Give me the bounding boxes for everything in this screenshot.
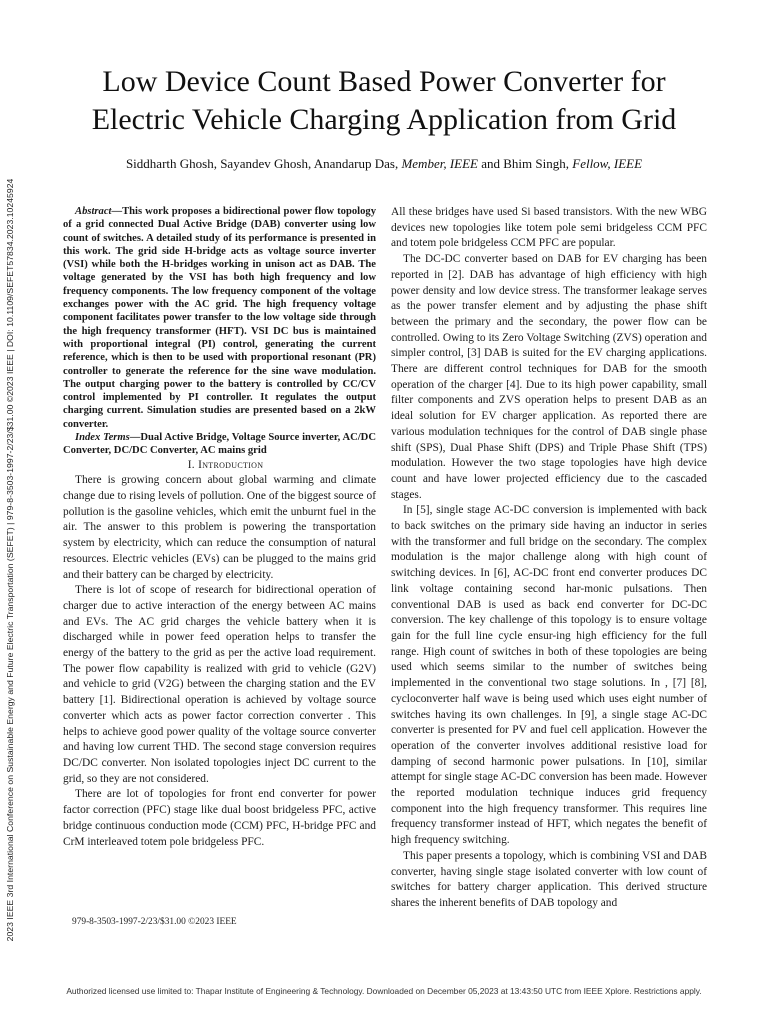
paragraph: There are lot of topologies for front end converter for power factor correction (PFC) stage like dual boost bridgeless PFC, active bridge continuous conduction mode (CCM) PFC, H-bridge PFC and CrM interleaved totem pole bridgeless PFC. [63,788,376,848]
index-terms [63,431,376,458]
license-footer: Authorized licensed use limited to: Thapar Institute of Engineering & Technology. Downloaded on December 05,2023 at 13:43:50 UTC from IEEE Xplore. Restrictions apply. [66,986,702,996]
section-heading-introduction [63,458,376,474]
section-number: I. [187,458,195,471]
side-banner [2,130,18,990]
index-terms-text: —Dual Active Bridge, Voltage Source inverter, AC/DC Converter, DC/DC Converter, AC mains grid [63,432,376,457]
paragraph: The DC-DC converter based on DAB for EV charging has been reported in [2]. DAB has advantage of high efficiency with high power density and low device stress. The transformer leakage serves as the power transfer element and by adjusting the phase shift between the primary and the secondary, the power flow can be controlled. Owing to its Zero Voltage Switching (ZVS) operation and simpler control, [3] DAB is suited for the EV charging applications. There are different control techniques for DAB for the smooth operation of the charger [4]. Due to its high power capability, small filter components and ZVS operation helps to present DAB as an ideal solution for EV charger application. As reported there are various modulation techniques for the control of DAB single phase shift (SPS), Dual Phase Shift (DPS) and Triple Phase Shift (TPS) modulation. However the two stage topologies have high device count and have lower projected efficiency due to the cascaded stages. [391,253,707,501]
side-banner-text: 2023 IEEE 3rd International Conference on Sustainable Energy and Future Electric Transportation (SEFET) | 979-8-3503-1997-2/23/$31.00 ©2023 IEEE | DOI: 10.1109/SEFET57834.2023.10245924 [5,178,15,942]
author-names-2: and Bhim Singh, [481,156,569,171]
copyright-line: 979-8-3503-1997-2/23/$31.00 ©2023 IEEE [72,917,237,927]
author-list [40,156,728,172]
index-terms-lead: Index Terms [75,432,130,444]
abstract [63,205,376,431]
title-line-2: Electric Vehicle Charging Application from Grid [91,103,677,136]
author-role-2: Fellow, IEEE [572,156,643,171]
paper-title [40,63,728,139]
paragraph: All these bridges have used Si based transistors. With the new WBG devices new topologies like totem pole semi bridgeless CCM PFC and totem pole bridgeless CCM PFC are popular. [391,206,707,250]
section-name: Introduction [198,458,264,471]
abstract-text: —This work proposes a bidirectional power flow topology of a grid connected Dual Active Bridge (DAB) converter using low count of switches. A detailed study of its performance is presented in this work. The grid side H-bridge acts as voltage source inverter (VSI) while both the H-bridges working in unison act as DAB. The voltage generated by the VSI has both high frequency and low frequency components. The low frequency component of the voltage exchanges power with the AC grid. The high frequency voltage component facilitates power transfer to the low voltage side through the high frequency transformer (HFT). VSI DC bus is maintained with proportional integral (PI) control, generating the current reference, which is then to be used with proportional resonant (PR) controller to generate the reference for the sine wave modulation. The output charging power to the battery is controlled by CC/CV control implemented by PI controller. It regulates the output charging current. Simulation studies are presented based on a 2kW converter. [63,206,376,430]
title-line-1: Low Device Count Based Power Converter for [102,65,666,98]
left-column [63,205,376,850]
paragraph: This paper presents a topology, which is combining VSI and DAB converter, having single stage isolated converter with low count of switches for battery charger application. This derived structure shares the inherent benefits of DAB topology and [391,849,707,909]
abstract-lead: Abstract [75,206,112,217]
right-column [391,205,707,912]
author-role-1: Member, IEEE [401,156,478,171]
paragraph: In [5], single stage AC-DC conversion is implemented with back to back switches on the primary side having an inductor in series with the transformer and full bridge on the secondary. The complex modulation is the major challenge along with high count of switching devices. In [6], AC-DC front end converter produces DC link voltage containing second har-monic pulsations. Then conventional DAB is used as back end converter for DC-DC conversion. The key challenge of this topology is to ensure voltage gain for the full line cycle ensur-ing high efficiency for the full range. High count of switches in both of these topologies are being used which seems similar to the number of switches being implemented in the conventional two stage solutions. In , [7] [8], cycloconverter half wave is being used which uses eight number of switches having its own challenges. In [9], a single stage AC-DC converter is presented for PV and fuel cell application. However the operation of the converter involves additional resistive load for damping of second harmonic power pulsations. In [10], similar attempt for single stage AC-DC conversion has been made. However the reported modulation technique induces grid frequency component into the high frequency transformer. This requires line frequency transformer instead of HFT, which negates the benefit of high frequency switching. [391,504,707,847]
paragraph: There is growing concern about global warming and climate change due to rising levels of pollution. One of the biggest source of pollution is the gasoline vehicles, which emit the unburnt fuel in the air. The answer to this problem is powering the transportation system by electricity, which can reduce the consumption of natural resources. Electric vehicles (EVs) can be plugged to the mains grid and their battery can be charged by electricity. [63,474,376,581]
paragraph: There is lot of scope of research for bidirectional operation of charger due to active interaction of the energy between AC mains and EVs. The AC grid charges the vehicle battery when it is discharged while in power feed operation helps to transfer the energy of the battery to the grid as per the active load requirement. The power flow capability is realized with grid to vehicle (G2V) and vehicle to grid (V2G) between the charging station and the EV battery [1]. Bidirectional operation is achieved by voltage source converter which acts as power factor correction converter . This helps to achieve good power quality of the voltage source converter and having low current THD. The second stage conversion requires DC/DC converter. Non isolated topologies inject DC current to the grid, so they are not considered. [63,584,376,785]
author-names-1: Siddharth Ghosh, Sayandev Ghosh, Anandarup Das, [125,156,399,171]
